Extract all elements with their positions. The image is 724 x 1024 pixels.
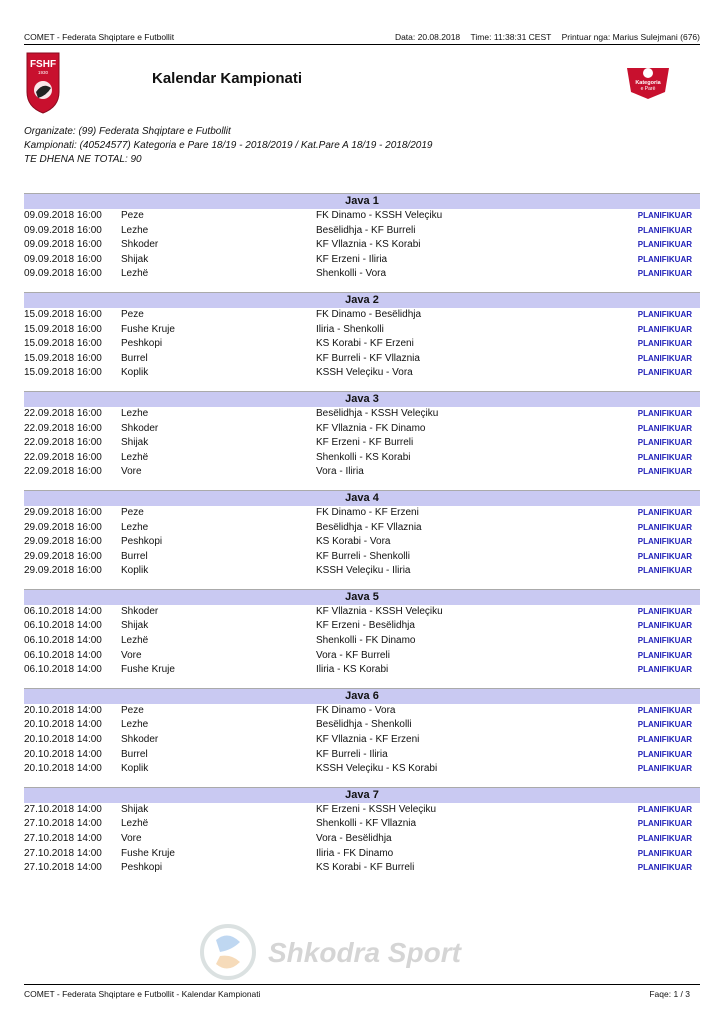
match-status: PLANIFIKUAR [637, 537, 692, 547]
match-datetime: 15.09.2018 16:00 [24, 367, 102, 379]
kategoria-logo-line1: Kategoria [635, 80, 661, 86]
match-teams: KSSH Veleçiku - Iliria [316, 565, 411, 577]
match-venue: Lezhe [121, 407, 149, 419]
match-row [24, 253, 700, 268]
match-venue: Peze [121, 308, 144, 320]
match-teams: KSSH Veleçiku - Vora [316, 367, 413, 379]
match-datetime: 29.09.2018 16:00 [24, 565, 102, 577]
print-header [24, 30, 700, 45]
match-teams: KF Erzeni - KSSH Veleçiku [316, 803, 437, 815]
championship-meta [24, 125, 432, 167]
match-status: PLANIFIKUAR [637, 225, 692, 235]
match-status: PLANIFIKUAR [637, 804, 692, 814]
match-venue: Lezhë [121, 451, 149, 463]
match-teams: KF Vllaznia - KS Korabi [316, 239, 421, 251]
match-datetime: 09.09.2018 16:00 [24, 239, 102, 251]
match-datetime: 15.09.2018 16:00 [24, 308, 102, 320]
match-venue: Shijak [121, 803, 149, 815]
match-status: PLANIFIKUAR [637, 423, 692, 433]
match-status: PLANIFIKUAR [637, 735, 692, 745]
match-datetime: 20.10.2018 14:00 [24, 734, 102, 746]
match-teams: Shenkolli - FK Dinamo [316, 635, 416, 647]
match-status: PLANIFIKUAR [637, 368, 692, 378]
match-teams: Shenkolli - Vora [316, 268, 387, 280]
match-datetime: 22.09.2018 16:00 [24, 422, 102, 434]
match-row [24, 718, 700, 733]
match-row [24, 619, 700, 634]
match-row [24, 308, 700, 323]
match-teams: FK Dinamo - KF Erzeni [316, 506, 419, 518]
match-row [24, 832, 700, 847]
match-datetime: 09.09.2018 16:00 [24, 253, 102, 265]
match-row [24, 224, 700, 239]
match-datetime: 20.10.2018 14:00 [24, 763, 102, 775]
week-header: Java 4 [24, 490, 700, 506]
match-row [24, 803, 700, 818]
match-teams: KF Erzeni - Iliria [316, 253, 388, 265]
match-datetime: 20.10.2018 14:00 [24, 748, 102, 760]
match-venue: Shkoder [121, 734, 159, 746]
match-venue: Lezhe [121, 719, 149, 731]
match-row [24, 407, 700, 422]
match-datetime: 27.10.2018 14:00 [24, 862, 102, 874]
match-status: PLANIFIKUAR [637, 551, 692, 561]
match-row [24, 634, 700, 649]
kategoria-logo-icon [625, 62, 671, 100]
match-datetime: 27.10.2018 14:00 [24, 833, 102, 844]
match-status: PLANIFIKUAR [637, 650, 692, 660]
match-status: PLANIFIKUAR [637, 408, 692, 418]
match-venue: Vore [121, 466, 142, 478]
match-datetime: 09.09.2018 16:00 [24, 224, 102, 236]
match-datetime: 20.10.2018 14:00 [24, 719, 102, 731]
match-row [24, 649, 700, 664]
week-header: Java 7 [24, 787, 700, 803]
week-header: Java 3 [24, 391, 700, 407]
match-row [24, 422, 700, 437]
match-venue: Peze [121, 506, 144, 518]
match-venue: Burrel [121, 352, 148, 364]
match-status: PLANIFIKUAR [637, 606, 692, 616]
match-teams: Iliria - Shenkolli [316, 323, 384, 335]
match-teams: KS Korabi - KF Erzeni [316, 338, 414, 350]
match-status: PLANIFIKUAR [637, 636, 692, 646]
match-venue: Shkoder [121, 239, 159, 251]
match-venue: Shkoder [121, 422, 159, 434]
match-row [24, 465, 700, 480]
match-venue: Koplik [121, 565, 149, 577]
match-venue: Peshkopi [121, 862, 163, 874]
match-status: PLANIFIKUAR [637, 269, 692, 279]
match-status: PLANIFIKUAR [637, 621, 692, 631]
match-status: PLANIFIKUAR [637, 764, 692, 774]
footer-title: COMET - Federata Shqiptare e Futbollit - Kalendar Kampionati [24, 989, 261, 999]
match-teams: KF Vllaznia - KF Erzeni [316, 734, 420, 746]
match-venue: Lezhe [121, 521, 149, 533]
printed-by: Printuar nga: Marius Sulejmani (676) [561, 32, 700, 42]
match-row [24, 535, 700, 550]
match-status: PLANIFIKUAR [637, 467, 692, 477]
match-datetime: 29.09.2018 16:00 [24, 521, 102, 533]
match-datetime: 27.10.2018 14:00 [24, 818, 102, 830]
match-venue: Peshkopi [121, 338, 163, 350]
match-datetime: 06.10.2018 14:00 [24, 664, 102, 676]
match-status: PLANIFIKUAR [637, 324, 692, 334]
match-teams: KS Korabi - KF Burreli [316, 862, 415, 874]
match-status: PLANIFIKUAR [637, 309, 692, 319]
match-venue: Shijak [121, 437, 149, 449]
match-row [24, 366, 700, 381]
match-row [24, 451, 700, 466]
match-datetime: 29.09.2018 16:00 [24, 506, 102, 518]
match-datetime: 22.09.2018 16:00 [24, 407, 102, 419]
match-teams: KF Vllaznia - KSSH Veleçiku [316, 605, 443, 617]
match-teams: Shenkolli - KS Korabi [316, 451, 411, 463]
match-venue: Koplik [121, 763, 149, 775]
match-status: PLANIFIKUAR [637, 353, 692, 363]
organizer-line: Organizate: (99) Federata Shqiptare e Futbollit [24, 126, 231, 137]
match-teams: Besëlidhja - KF Burreli [316, 224, 416, 236]
match-teams: KS Korabi - Vora [316, 536, 391, 548]
match-datetime: 22.09.2018 16:00 [24, 451, 102, 463]
match-row [24, 209, 700, 224]
shkodra-sport-watermark-icon [198, 920, 528, 984]
match-status: PLANIFIKUAR [637, 339, 692, 349]
match-teams: FK Dinamo - Vora [316, 704, 396, 716]
total-line: TE DHENA NE TOTAL: 90 [24, 154, 142, 165]
match-status: PLANIFIKUAR [637, 438, 692, 448]
page-footer [24, 984, 700, 1003]
match-row [24, 550, 700, 565]
week-block [24, 589, 700, 678]
match-datetime: 27.10.2018 14:00 [24, 803, 102, 815]
match-status: PLANIFIKUAR [637, 749, 692, 759]
match-teams: Besëlidhja - Shenkolli [316, 719, 412, 731]
week-block [24, 688, 700, 777]
schedule-table [24, 193, 700, 886]
match-datetime: 15.09.2018 16:00 [24, 338, 102, 350]
match-row [24, 337, 700, 352]
match-row [24, 506, 700, 521]
week-block [24, 787, 700, 876]
match-row [24, 663, 700, 678]
match-teams: FK Dinamo - KSSH Veleçiku [316, 210, 443, 221]
match-venue: Fushe Kruje [121, 323, 175, 335]
match-teams: KF Burreli - KF Vllaznia [316, 352, 420, 364]
match-teams: KSSH Veleçiku - KS Korabi [316, 763, 438, 775]
page-number: Faqe: 1 / 3 [649, 989, 690, 999]
fshf-logo-year: 1930 [37, 70, 49, 75]
match-row [24, 605, 700, 620]
page-title: Kalendar Kampionati [152, 70, 303, 87]
fshf-logo-text: FSHF [29, 59, 57, 70]
match-teams: Vora - Iliria [316, 466, 364, 478]
match-row [24, 704, 700, 719]
week-header: Java 1 [24, 193, 700, 209]
match-row [24, 847, 700, 862]
match-status: PLANIFIKUAR [637, 720, 692, 730]
match-venue: Vore [121, 833, 142, 844]
match-datetime: 09.09.2018 16:00 [24, 268, 102, 280]
match-datetime: 22.09.2018 16:00 [24, 437, 102, 449]
match-row [24, 267, 700, 282]
match-status: PLANIFIKUAR [637, 507, 692, 517]
match-teams: Vora - KF Burreli [316, 649, 390, 661]
match-venue: Burrel [121, 748, 148, 760]
match-teams: KF Erzeni - KF Burreli [316, 437, 414, 449]
match-datetime: 15.09.2018 16:00 [24, 323, 102, 335]
match-datetime: 22.09.2018 16:00 [24, 466, 102, 478]
match-row [24, 762, 700, 777]
match-teams: Iliria - KS Korabi [316, 664, 389, 676]
week-block [24, 292, 700, 381]
match-status: PLANIFIKUAR [637, 254, 692, 264]
match-venue: Fushe Kruje [121, 664, 175, 676]
match-venue: Peze [121, 210, 144, 221]
match-venue: Fushe Kruje [121, 847, 175, 859]
print-info [387, 32, 700, 42]
match-row [24, 861, 700, 876]
match-teams: Shenkolli - KF Vllaznia [316, 818, 417, 830]
match-teams: KF Burreli - Iliria [316, 748, 388, 760]
match-row [24, 733, 700, 748]
match-teams: KF Burreli - Shenkolli [316, 550, 410, 562]
match-row [24, 748, 700, 763]
match-status: PLANIFIKUAR [637, 211, 692, 220]
match-status: PLANIFIKUAR [637, 863, 692, 873]
match-venue: Lezhe [121, 224, 149, 236]
match-status: PLANIFIKUAR [637, 240, 692, 250]
match-row [24, 238, 700, 253]
week-block [24, 193, 700, 282]
match-row [24, 323, 700, 338]
match-teams: Besëlidhja - KSSH Veleçiku [316, 407, 439, 419]
week-header: Java 2 [24, 292, 700, 308]
match-datetime: 27.10.2018 14:00 [24, 847, 102, 859]
week-header: Java 5 [24, 589, 700, 605]
match-status: PLANIFIKUAR [637, 848, 692, 858]
match-venue: Lezhë [121, 268, 149, 280]
match-datetime: 29.09.2018 16:00 [24, 550, 102, 562]
championship-line: Kampionati: (40524577) Kategoria e Pare 18/19 - 2018/2019 / Kat.Pare A 18/19 - 2018/2019 [24, 140, 433, 151]
match-teams: KF Vllaznia - FK Dinamo [316, 422, 426, 434]
match-venue: Peze [121, 704, 144, 716]
match-teams: FK Dinamo - Besëlidhja [316, 308, 422, 320]
match-datetime: 06.10.2018 14:00 [24, 649, 102, 661]
match-status: PLANIFIKUAR [637, 834, 692, 843]
print-time: Time: 11:38:31 CEST [470, 32, 552, 42]
match-row [24, 436, 700, 451]
fshf-logo-icon [26, 52, 60, 114]
match-status: PLANIFIKUAR [637, 522, 692, 532]
week-block [24, 490, 700, 579]
match-venue: Vore [121, 649, 142, 661]
watermark-text: Shkodra Sport [268, 937, 461, 968]
match-datetime: 06.10.2018 14:00 [24, 635, 102, 647]
match-teams: Iliria - FK Dinamo [316, 847, 394, 859]
match-row [24, 817, 700, 832]
print-date: Data: 20.08.2018 [394, 32, 461, 42]
match-datetime: 06.10.2018 14:00 [24, 605, 102, 617]
match-datetime: 29.09.2018 16:00 [24, 536, 102, 548]
week-header: Java 6 [24, 688, 700, 704]
match-teams: Besëlidhja - KF Vllaznia [316, 521, 422, 533]
match-datetime: 06.10.2018 14:00 [24, 620, 102, 632]
week-block [24, 391, 700, 480]
match-venue: Koplik [121, 367, 149, 379]
match-venue: Lezhë [121, 635, 149, 647]
match-venue: Shkoder [121, 605, 159, 617]
match-status: PLANIFIKUAR [637, 566, 692, 576]
match-row [24, 521, 700, 536]
match-status: PLANIFIKUAR [637, 705, 692, 715]
kategoria-logo-line2: e Parë [640, 86, 656, 92]
match-venue: Shijak [121, 620, 149, 632]
system-name: COMET - Federata Shqiptare e Futbollit [24, 32, 175, 42]
match-venue: Peshkopi [121, 536, 163, 548]
match-status: PLANIFIKUAR [637, 665, 692, 675]
match-venue: Lezhë [121, 818, 149, 830]
match-datetime: 15.09.2018 16:00 [24, 352, 102, 364]
match-teams: Vora - Besëlidhja [316, 833, 392, 844]
match-venue: Shijak [121, 253, 149, 265]
match-datetime: 09.09.2018 16:00 [24, 210, 102, 221]
match-row [24, 352, 700, 367]
match-row [24, 564, 700, 579]
match-status: PLANIFIKUAR [637, 819, 692, 829]
match-datetime: 20.10.2018 14:00 [24, 704, 102, 716]
match-venue: Burrel [121, 550, 148, 562]
match-teams: KF Erzeni - Besëlidhja [316, 620, 415, 632]
match-status: PLANIFIKUAR [637, 452, 692, 462]
